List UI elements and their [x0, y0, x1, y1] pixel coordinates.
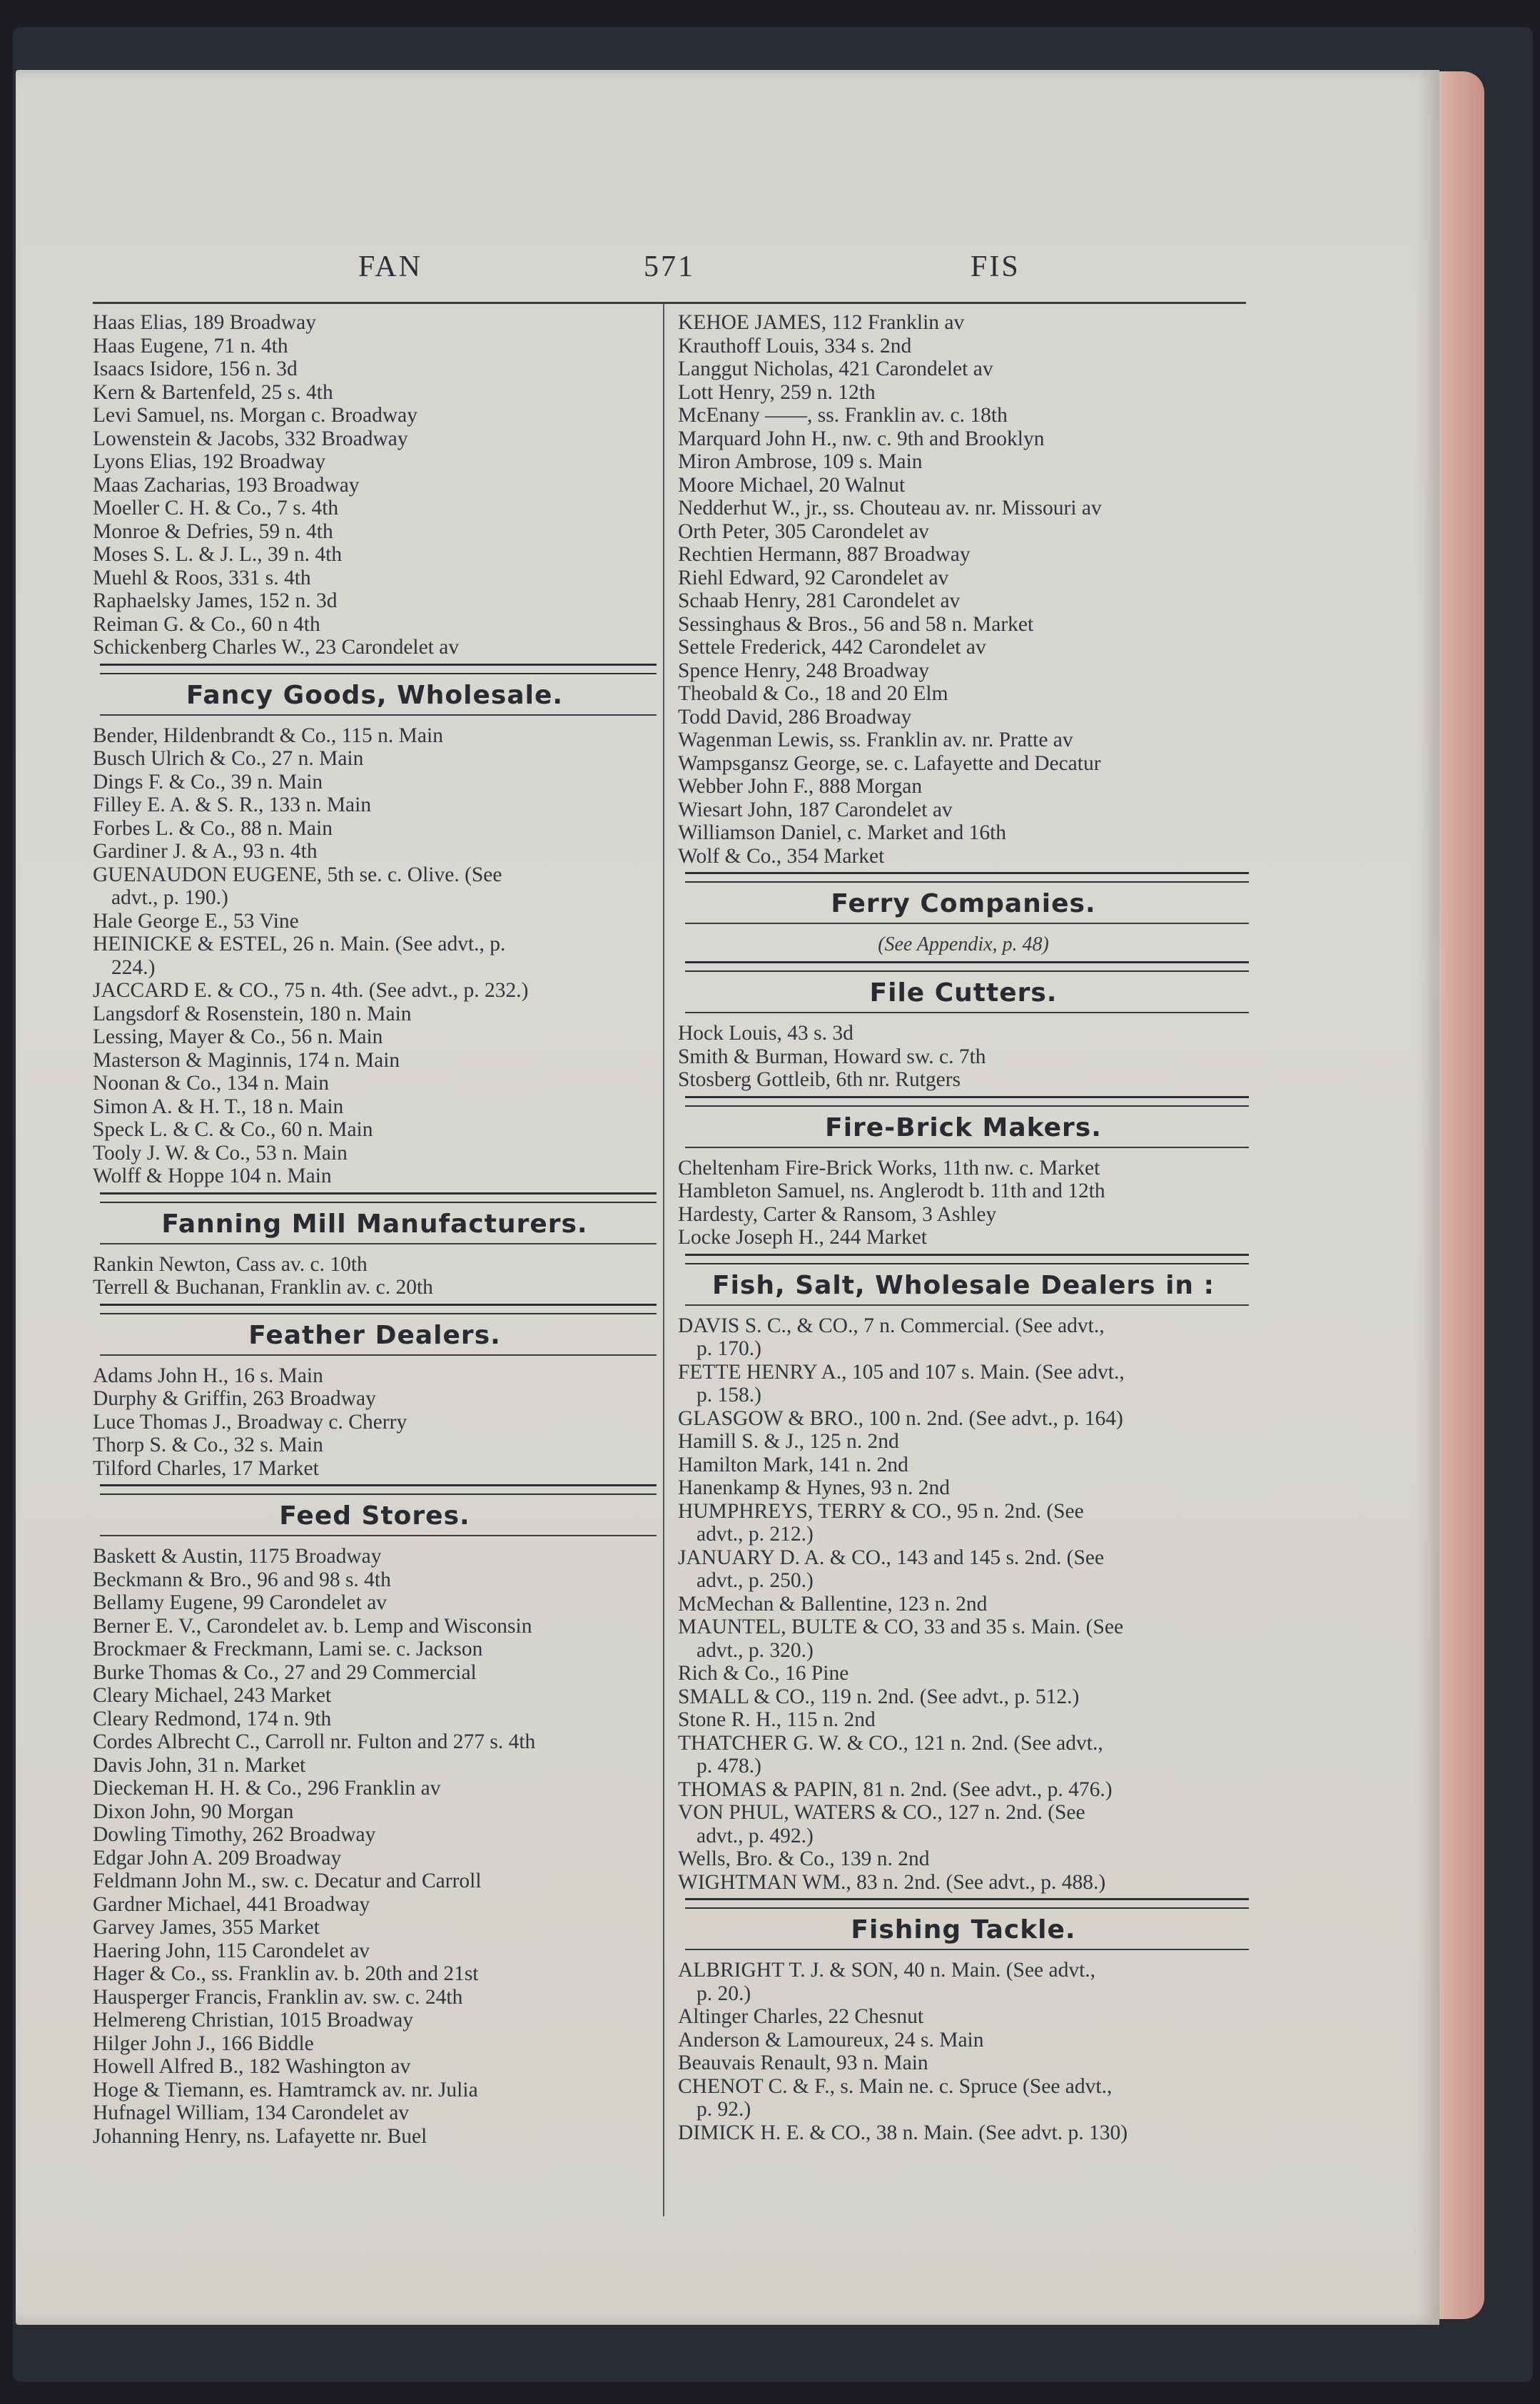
list-item-continuation: p. 158.): [696, 1384, 761, 1406]
list-item: Lessing, Mayer & Co., 56 n. Main: [93, 1025, 383, 1048]
list-item-continuation: 224.): [111, 955, 156, 979]
list-item: Hardesty, Carter & Ransom, 3 Ashley: [678, 1202, 997, 1226]
list-item: Tooly J. W. & Co., 53 n. Main: [93, 1141, 348, 1165]
section: [93, 1304, 657, 1481]
list-item: Locke Joseph H., 244 Market: [678, 1226, 928, 1249]
list-item: Dings F. & Co., 39 n. Main: [93, 770, 323, 793]
list-item: Dixon John, 90 Morgan: [93, 1800, 294, 1823]
list-item: Lyons Elias, 192 Broadway: [93, 450, 326, 473]
section-heading: Fanning Mill Manufacturers.: [161, 1209, 588, 1239]
left-column: [93, 311, 657, 2152]
list-item: Durphy & Griffin, 263 Broadway: [93, 1387, 376, 1410]
list-item-continuation: advt., p. 190.): [111, 886, 228, 909]
section: [678, 1254, 1249, 1895]
list-item: Schaab Henry, 281 Carondelet av: [678, 589, 961, 612]
list-item: Reiman G. & Co., 60 n 4th: [93, 612, 320, 636]
list-item-continuation: p. 92.): [696, 2098, 751, 2121]
list-item: Nedderhut W., jr., ss. Chouteau av. nr. Missouri av: [678, 497, 1102, 519]
list-item-continuation: advt., p. 250.): [696, 1569, 814, 1592]
running-head-left: FAN: [358, 250, 422, 283]
list-item: Lowenstein & Jacobs, 332 Broadway: [93, 427, 408, 450]
list-item: Masterson & Maginnis, 174 n. Main: [93, 1048, 400, 1072]
list-item: Langsdorf & Rosenstein, 180 n. Main: [93, 1002, 412, 1025]
list-item: Muehl & Roos, 331 s. 4th: [93, 566, 311, 589]
section-underline: [685, 923, 1249, 924]
list-item-text: VON PHUL, WATERS & CO., 127 n. 2nd. (See: [678, 1801, 1085, 1824]
list-item: Howell Alfred B., 182 Washington av: [93, 2055, 411, 2078]
list-item: Orth Peter, 305 Carondelet av: [678, 519, 929, 543]
list-item: Rechtien Hermann, 887 Broadway: [678, 543, 971, 566]
list-item: [678, 1546, 1249, 1593]
list-item-text: HEINICKE & ESTEL, 26 n. Main. (See advt., p.: [93, 933, 506, 955]
list-item: Hamilton Mark, 141 n. 2nd: [678, 1453, 908, 1476]
section: [678, 1898, 1249, 2144]
list-item: [93, 933, 657, 979]
list-item: Moore Michael, 20 Walnut: [678, 473, 906, 497]
list-item: Moeller C. H. & Co., 7 s. 4th: [93, 497, 339, 519]
list-item: Beauvais Renault, 93 n. Main: [678, 2051, 928, 2074]
list-item-text: JANUARY D. A. & CO., 143 and 145 s. 2nd. (See: [678, 1546, 1105, 1569]
section-heading: Fire-Brick Makers.: [825, 1112, 1102, 1142]
list-item: Wampsgansz George, se. c. Lafayette and Decatur: [678, 751, 1101, 775]
section-note: (See Appendix, p. 48): [878, 933, 1049, 955]
section-rule: [685, 1898, 1249, 1909]
list-item-continuation: p. 20.): [696, 1982, 751, 2005]
list-item: Wagenman Lewis, ss. Franklin av. nr. Pratte av: [678, 729, 1073, 751]
list-item: Dowling Timothy, 262 Broadway: [93, 1823, 376, 1846]
list-item: Wolff & Hoppe 104 n. Main: [93, 1165, 332, 1187]
list-item: Noonan & Co., 134 n. Main: [93, 1072, 330, 1095]
list-item: THOMAS & PAPIN, 81 n. 2nd. (See advt., p. 476.): [678, 1777, 1113, 1801]
list-item: Speck L. & C. & Co., 60 n. Main: [93, 1118, 373, 1141]
list-item: Beckmann & Bro., 96 and 98 s. 4th: [93, 1568, 391, 1591]
section-heading: Ferry Companies.: [831, 889, 1096, 918]
list-item: [678, 2075, 1249, 2121]
list-item: Stone R. H., 115 n. 2nd: [678, 1708, 876, 1731]
list-item: Smith & Burman, Howard sw. c. 7th: [678, 1045, 986, 1068]
list-item: WIGHTMAN WM., 83 n. 2nd. (See advt., p. 488.): [678, 1870, 1106, 1894]
list-item-text: MAUNTEL, BULTE & CO, 33 and 35 s. Main. (See: [678, 1616, 1124, 1638]
list-item: Hilger John J., 166 Biddle: [93, 2032, 314, 2055]
list-item: McEnany ——, ss. Franklin av. c. 18th: [678, 404, 1008, 427]
list-item: Hale George E., 53 Vine: [93, 909, 299, 933]
section: [678, 872, 1249, 957]
list-item: Stosberg Gottleib, 6th nr. Rutgers: [678, 1068, 961, 1091]
list-item: Garvey James, 355 Market: [93, 1916, 320, 1939]
list-item-text: CHENOT C. & F., s. Main ne. c. Spruce (See advt.,: [678, 2074, 1113, 2098]
section-underline: [685, 1949, 1249, 1950]
list-item: Williamson Daniel, c. Market and 16th: [678, 821, 1007, 844]
list-item-text: DAVIS S. C., & CO., 7 n. Commercial. (See advt.,: [678, 1314, 1105, 1337]
list-item: Feldmann John M., sw. c. Decatur and Carroll: [93, 1870, 482, 1892]
list-item: [678, 1314, 1249, 1361]
list-item: Hock Louis, 43 s. 3d: [678, 1022, 853, 1045]
running-head-right: FIS: [971, 250, 1020, 283]
list-item: Haas Eugene, 71 n. 4th: [93, 334, 288, 357]
list-item: Rich & Co., 16 Pine: [678, 1662, 849, 1685]
list-item: Brockmaer & Freckmann, Lami se. c. Jackson: [93, 1638, 483, 1660]
list-item: Hambleton Samuel, ns. Anglerodt b. 11th and 12th: [678, 1180, 1105, 1202]
list-item: Langgut Nicholas, 421 Carondelet av: [678, 357, 993, 380]
list-item: Wiesart John, 187 Carondelet av: [678, 798, 953, 821]
section: [93, 1192, 657, 1299]
list-item: Cleary Redmond, 174 n. 9th: [93, 1707, 332, 1730]
list-item: GLASGOW & BRO., 100 n. 2nd. (See advt., p. 164): [678, 1406, 1123, 1430]
list-item: Thorp S. & Co., 32 s. Main: [93, 1434, 323, 1456]
list-item: JACCARD E. & CO., 75 n. 4th. (See advt., p. 232.): [93, 979, 529, 1002]
list-item: Wells, Bro. & Co., 139 n. 2nd: [678, 1847, 930, 1870]
section-rule: [100, 664, 657, 674]
section: [678, 961, 1249, 1092]
section-rule: [685, 872, 1249, 883]
list-item: Gardiner J. & A., 93 n. 4th: [93, 840, 318, 863]
list-item: Spence Henry, 248 Broadway: [678, 659, 929, 682]
list-item: Kern & Bartenfeld, 25 s. 4th: [93, 380, 333, 404]
running-head: [16, 250, 1439, 293]
list-item: Isaacs Isidore, 156 n. 3d: [93, 357, 298, 380]
section-heading: Fishing Tackle.: [851, 1915, 1076, 1944]
list-item: [678, 1500, 1249, 1546]
list-item: Wolf & Co., 354 Market: [678, 844, 885, 868]
section-underline: [100, 1354, 657, 1356]
list-item: Berner E. V., Carondelet av. b. Lemp and Wisconsin: [93, 1614, 532, 1638]
section-rule: [685, 961, 1249, 972]
section-rule: [100, 1192, 657, 1203]
list-item-continuation: advt., p. 320.): [696, 1638, 814, 1662]
list-item-continuation: advt., p. 492.): [696, 1824, 814, 1847]
list-item: Altinger Charles, 22 Chesnut: [678, 2005, 924, 2028]
list-item: Cheltenham Fire-Brick Works, 11th nw. c. Market: [678, 1156, 1100, 1180]
list-item: Haering John, 115 Carondelet av: [93, 1939, 370, 1962]
section-underline: [100, 714, 657, 716]
list-item: Monroe & Defries, 59 n. 4th: [93, 519, 333, 543]
section-underline: [685, 1012, 1249, 1013]
list-item: Haas Elias, 189 Broadway: [93, 311, 316, 334]
list-item-continuation: p. 478.): [696, 1755, 761, 1777]
list-item-text: ALBRIGHT T. J. & SON, 40 n. Main. (See advt.,: [678, 1959, 1096, 1982]
list-item: Bender, Hildenbrandt & Co., 115 n. Main: [93, 724, 443, 747]
section-rule: [685, 1096, 1249, 1107]
list-item: Hager & Co., ss. Franklin av. b. 20th and 21st: [93, 1962, 479, 1985]
list-item: Forbes L. & Co., 88 n. Main: [93, 816, 333, 840]
list-item: McMechan & Ballentine, 123 n. 2nd: [678, 1592, 988, 1616]
list-item: Tilford Charles, 17 Market: [93, 1456, 319, 1480]
list-item: [678, 1801, 1249, 1847]
list-item: Schickenberg Charles W., 23 Carondelet av: [93, 636, 460, 659]
section: [93, 1484, 657, 2148]
list-item: Davis John, 31 n. Market: [93, 1753, 306, 1777]
section-rule: [100, 1484, 657, 1495]
list-item: Hausperger Francis, Franklin av. sw. c. 24th: [93, 1985, 463, 2009]
list-item: [678, 1361, 1249, 1407]
section: [93, 664, 657, 1188]
list-item: Edgar John A. 209 Broadway: [93, 1846, 342, 1870]
list-item-text: FETTE HENRY A., 105 and 107 s. Main. (See advt.,: [678, 1360, 1125, 1384]
list-item: Cordes Albrecht C., Carroll nr. Fulton and 277 s. 4th: [93, 1730, 536, 1753]
list-item: Krauthoff Louis, 334 s. 2nd: [678, 334, 912, 357]
list-item: [678, 1616, 1249, 1662]
list-item: Terrell & Buchanan, Franklin av. c. 20th: [93, 1276, 433, 1299]
list-item: Webber John F., 888 Morgan: [678, 775, 923, 798]
right-column: [678, 311, 1249, 2149]
section-rule: [100, 1304, 657, 1314]
list-item-text: HUMPHREYS, TERRY & CO., 95 n. 2nd. (See: [678, 1499, 1084, 1523]
list-item: Maas Zacharias, 193 Broadway: [93, 473, 360, 497]
list-item: Todd David, 286 Broadway: [678, 705, 912, 729]
list-item: Johanning Henry, ns. Lafayette nr. Buel: [93, 2124, 427, 2148]
list-item: Helmereng Christian, 1015 Broadway: [93, 2009, 413, 2032]
list-item: SMALL & CO., 119 n. 2nd. (See advt., p. 512.): [678, 1685, 1080, 1708]
list-item: Settele Frederick, 442 Carondelet av: [678, 636, 986, 659]
section-heading: File Cutters.: [869, 978, 1058, 1008]
list-item-text: GUENAUDON EUGENE, 5th se. c. Olive. (See: [93, 863, 502, 886]
list-item: Raphaelsky James, 152 n. 3d: [93, 589, 338, 612]
list-item: Hufnagel William, 134 Carondelet av: [93, 2101, 410, 2124]
list-item: [678, 1959, 1249, 2005]
list-item: Theobald & Co., 18 and 20 Elm: [678, 682, 948, 705]
list-item-continuation: p. 170.): [696, 1337, 761, 1360]
section-heading: Feed Stores.: [279, 1501, 470, 1531]
list-item-continuation: advt., p. 212.): [696, 1523, 814, 1546]
section-underline: [100, 1243, 657, 1244]
list-item: Luce Thomas J., Broadway c. Cherry: [93, 1410, 407, 1434]
list-item: Sessinghaus & Bros., 56 and 58 n. Market: [678, 612, 1034, 636]
directory-page: [16, 70, 1439, 2325]
list-item: Hoge & Tiemann, es. Hamtramck av. nr. Julia: [93, 2078, 478, 2101]
header-rule: [93, 302, 1246, 304]
list-item: [93, 863, 657, 910]
list-item: Moses S. L. & J. L., 39 n. 4th: [93, 543, 343, 566]
section-underline: [685, 1147, 1249, 1148]
list-item: Dieckeman H. H. & Co., 296 Franklin av: [93, 1777, 441, 1800]
list-item: Riehl Edward, 92 Carondelet av: [678, 566, 949, 589]
list-item: Lott Henry, 259 n. 12th: [678, 380, 876, 404]
list-item: Filley E. A. & S. R., 133 n. Main: [93, 793, 372, 816]
section-rule: [685, 1254, 1249, 1264]
list-item: DIMICK H. E. & CO., 38 n. Main. (See advt. p. 130): [678, 2121, 1128, 2144]
section-heading: Fancy Goods, Wholesale.: [186, 680, 564, 710]
section: [678, 1096, 1249, 1249]
list-item: Anderson & Lamoureux, 24 s. Main: [678, 2028, 984, 2051]
list-item: Cleary Michael, 243 Market: [93, 1684, 332, 1707]
section-underline: [100, 1535, 657, 1536]
list-item: KEHOE JAMES, 112 Franklin av: [678, 311, 965, 334]
section-heading: Fish, Salt, Wholesale Dealers in :: [712, 1270, 1215, 1300]
list-item: Marquard John H., nw. c. 9th and Brooklyn: [678, 427, 1045, 450]
page-number: 571: [644, 250, 695, 283]
list-item: Burke Thomas & Co., 27 and 29 Commercial: [93, 1660, 477, 1684]
list-item: Hanenkamp & Hynes, 93 n. 2nd: [678, 1476, 950, 1499]
list-item: Adams John H., 16 s. Main: [93, 1364, 323, 1387]
list-item: [678, 1732, 1249, 1778]
column-divider: [663, 304, 664, 2216]
list-item: Gardner Michael, 441 Broadway: [93, 1892, 370, 1916]
list-item: Baskett & Austin, 1175 Broadway: [93, 1545, 382, 1568]
list-item-text: THATCHER G. W. & CO., 121 n. 2nd. (See advt.,: [678, 1731, 1103, 1755]
list-item: Busch Ulrich & Co., 27 n. Main: [93, 747, 364, 770]
list-item: Levi Samuel, ns. Morgan c. Broadway: [93, 404, 417, 427]
list-item: Bellamy Eugene, 99 Carondelet av: [93, 1591, 387, 1614]
list-item: Rankin Newton, Cass av. c. 10th: [93, 1252, 368, 1276]
list-item: Miron Ambrose, 109 s. Main: [678, 450, 923, 473]
list-item: Hamill S. & J., 125 n. 2nd: [678, 1430, 899, 1453]
section-heading: Feather Dealers.: [248, 1320, 501, 1350]
list-item: Simon A. & H. T., 18 n. Main: [93, 1095, 344, 1118]
section-underline: [685, 1304, 1249, 1306]
